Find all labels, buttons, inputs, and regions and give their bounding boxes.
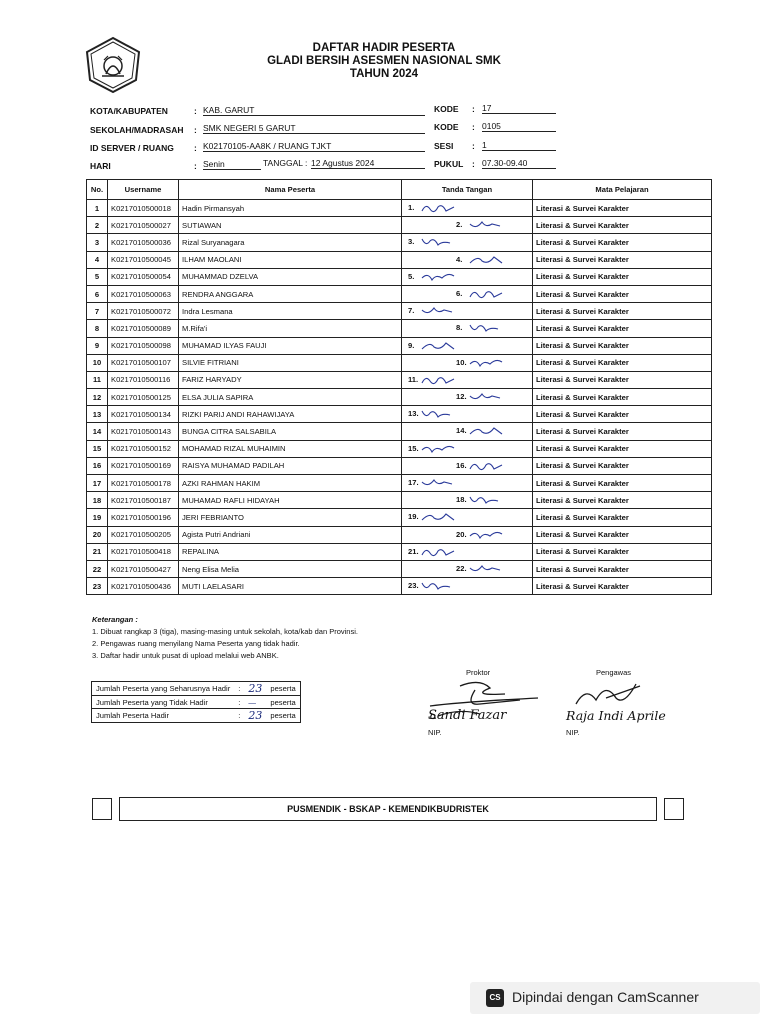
cell-username: K0217010500054 [108, 268, 179, 285]
cell-no: 16 [87, 457, 108, 474]
cell-mata-pelajaran: Literasi & Survei Karakter [533, 475, 712, 492]
cell-tanda-tangan [402, 492, 533, 509]
cell-mata-pelajaran: Literasi & Survei Karakter [533, 578, 712, 595]
kode2-value: 0105 [482, 121, 556, 132]
cell-tanda-tangan [402, 200, 533, 217]
signature-stroke [402, 509, 532, 525]
signature-stroke [402, 217, 532, 233]
cell-tanda-tangan [402, 371, 533, 388]
kota-colon: : [194, 106, 197, 116]
header-username: Username [108, 180, 179, 200]
cell-tanda-tangan [402, 543, 533, 560]
signature-stroke [402, 423, 532, 439]
header-nama: Nama Peserta [179, 180, 402, 200]
hari-label: HARI [90, 161, 111, 171]
table-row [87, 389, 712, 406]
camscanner-icon: CS [486, 989, 504, 1007]
cell-mata-pelajaran: Literasi & Survei Karakter [533, 457, 712, 474]
cell-nama: Rizal Suryanagara [179, 234, 402, 251]
table-row [87, 268, 712, 285]
signature-stroke [402, 338, 532, 354]
cell-mata-pelajaran: Literasi & Survei Karakter [533, 526, 712, 543]
cell-username: K0217010500072 [108, 303, 179, 320]
pengawas-name: Raja Indi Aprile [566, 708, 666, 723]
cell-mata-pelajaran: Literasi & Survei Karakter [533, 251, 712, 268]
notes [92, 614, 358, 662]
signature-number: 10. [456, 357, 467, 367]
summary-table [91, 681, 301, 723]
pukul-value: 07.30-09.40 [482, 158, 556, 169]
summary-row [92, 696, 301, 709]
server-label: ID SERVER / RUANG [90, 143, 174, 153]
signature-stroke [402, 492, 532, 508]
table-row [87, 234, 712, 251]
cell-username: K0217010500116 [108, 371, 179, 388]
cell-no: 8 [87, 320, 108, 337]
cell-mata-pelajaran: Literasi & Survei Karakter [533, 354, 712, 371]
cell-tanda-tangan [402, 268, 533, 285]
cell-username: K0217010500125 [108, 389, 179, 406]
cell-nama: JERI FEBRIANTO [179, 509, 402, 526]
table-row [87, 526, 712, 543]
cell-nama: BUNGA CITRA SALSABILA [179, 423, 402, 440]
cell-no: 22 [87, 560, 108, 577]
cell-no: 13 [87, 406, 108, 423]
cell-mata-pelajaran: Literasi & Survei Karakter [533, 389, 712, 406]
summary-value: 23 [244, 682, 266, 696]
cell-username: K0217010500427 [108, 560, 179, 577]
attendance-table [86, 179, 712, 595]
summary-colon: : [234, 696, 244, 709]
table-row [87, 440, 712, 457]
note-item: 1. Dibuat rangkap 3 (tiga), masing-masing untuk sekolah, kota/kab dan Provinsi. [92, 627, 358, 636]
cell-no: 18 [87, 492, 108, 509]
cell-mata-pelajaran: Literasi & Survei Karakter [533, 337, 712, 354]
signature-stroke [402, 544, 532, 560]
summary-label: Jumlah Peserta yang Tidak Hadir [92, 696, 235, 709]
signature-stroke [402, 234, 532, 250]
cell-username: K0217010500036 [108, 234, 179, 251]
cell-mata-pelajaran: Literasi & Survei Karakter [533, 440, 712, 457]
header-tanda-tangan: Tanda Tangan [402, 180, 533, 200]
cell-username: K0217010500063 [108, 285, 179, 302]
signature-number: 17. [408, 478, 419, 487]
signature-number: 21. [408, 546, 419, 556]
summary-row [92, 682, 301, 696]
proktor-label: Proktor [466, 668, 491, 677]
footer-left-box [92, 798, 112, 820]
summary-colon: : [234, 709, 244, 723]
cell-username: K0217010500418 [108, 543, 179, 560]
cell-mata-pelajaran: Literasi & Survei Karakter [533, 509, 712, 526]
cell-username: K0217010500098 [108, 337, 179, 354]
cell-username: K0217010500205 [108, 526, 179, 543]
cell-mata-pelajaran: Literasi & Survei Karakter [533, 423, 712, 440]
signature-stroke [402, 252, 532, 268]
summary-label: Jumlah Peserta yang Seharusnya Hadir [92, 682, 235, 696]
cell-mata-pelajaran: Literasi & Survei Karakter [533, 492, 712, 509]
signature-stroke [402, 303, 532, 319]
cell-nama: REPALINA [179, 543, 402, 560]
footer-right-box [664, 798, 684, 820]
summary-value: — [244, 696, 266, 709]
hari-value: Senin [203, 159, 261, 170]
cell-tanda-tangan [402, 251, 533, 268]
sesi-value: 1 [482, 140, 556, 151]
kode2-label: KODE [434, 122, 459, 132]
table-row [87, 406, 712, 423]
signature-stroke [402, 320, 532, 336]
pukul-colon: : [472, 159, 475, 169]
pengawas-label: Pengawas [596, 668, 632, 677]
cell-nama: RENDRA ANGGARA [179, 285, 402, 302]
cell-tanda-tangan [402, 526, 533, 543]
summary-unit: peserta [266, 696, 300, 709]
signature-number: 16. [456, 460, 467, 470]
cell-nama: ILHAM MAOLANI [179, 251, 402, 268]
cell-no: 23 [87, 578, 108, 595]
signature-stroke [402, 286, 532, 302]
sekolah-colon: : [194, 125, 197, 135]
cell-username: K0217010500089 [108, 320, 179, 337]
server-value: K02170105-AA8K / RUANG TJKT [203, 141, 425, 152]
table-row [87, 475, 712, 492]
title-line-2: GLADI BERSIH ASESMEN NASIONAL SMK [267, 55, 501, 67]
cell-mata-pelajaran: Literasi & Survei Karakter [533, 543, 712, 560]
cell-nama: SILVIE FITRIANI [179, 354, 402, 371]
signature-number: 19. [408, 512, 419, 522]
cell-tanda-tangan [402, 217, 533, 234]
cell-mata-pelajaran: Literasi & Survei Karakter [533, 234, 712, 251]
cell-no: 11 [87, 371, 108, 388]
summary-row [92, 709, 301, 723]
signature-number: 22. [456, 563, 467, 573]
cell-no: 12 [87, 389, 108, 406]
cell-nama: Neng Elisa Melia [179, 560, 402, 577]
summary-label: Jumlah Peserta Hadir [92, 709, 235, 723]
table-row [87, 371, 712, 388]
cell-mata-pelajaran: Literasi & Survei Karakter [533, 371, 712, 388]
cell-nama: M.Rifa'i [179, 320, 402, 337]
sekolah-label: SEKOLAH/MADRASAH [90, 125, 184, 135]
cell-tanda-tangan [402, 234, 533, 251]
cell-username: K0217010500027 [108, 217, 179, 234]
cell-no: 10 [87, 354, 108, 371]
nip-label-pengawas: NIP. [566, 728, 580, 737]
cell-tanda-tangan [402, 475, 533, 492]
signature-stroke [402, 561, 532, 577]
cell-no: 7 [87, 303, 108, 320]
cell-no: 15 [87, 440, 108, 457]
signature-stroke [402, 475, 532, 491]
cell-no: 5 [87, 268, 108, 285]
table-row [87, 200, 712, 217]
server-colon: : [194, 143, 197, 153]
cell-nama: FARIZ HARYADY [179, 371, 402, 388]
summary-colon: : [234, 682, 244, 696]
title-line-3: TAHUN 2024 [349, 68, 419, 80]
cell-username: K0217010500143 [108, 423, 179, 440]
cell-mata-pelajaran: Literasi & Survei Karakter [533, 320, 712, 337]
cell-username: K0217010500152 [108, 440, 179, 457]
table-row [87, 251, 712, 268]
summary-value: 23 [244, 709, 266, 723]
cell-username: K0217010500169 [108, 457, 179, 474]
table-row [87, 560, 712, 577]
cell-nama: Indra Lesmana [179, 303, 402, 320]
cell-tanda-tangan [402, 389, 533, 406]
table-row [87, 492, 712, 509]
table-body [87, 200, 712, 595]
cell-mata-pelajaran: Literasi & Survei Karakter [533, 560, 712, 577]
cell-tanda-tangan [402, 406, 533, 423]
table-row [87, 509, 712, 526]
cell-no: 9 [87, 337, 108, 354]
notes-title: Keterangan : [92, 615, 138, 624]
cell-nama: MUTI LAELASARI [179, 578, 402, 595]
summary-unit: peserta [266, 709, 300, 723]
cell-tanda-tangan [402, 320, 533, 337]
note-item: 3. Daftar hadir untuk pusat di upload melalui web ANBK. [92, 651, 279, 660]
cell-mata-pelajaran: Literasi & Survei Karakter [533, 406, 712, 423]
note-item: 2. Pengawas ruang menyilang Nama Peserta yang tidak hadir. [92, 639, 300, 648]
table-row [87, 578, 712, 595]
signature-number: 20. [456, 529, 467, 539]
cell-username: K0217010500107 [108, 354, 179, 371]
cell-no: 6 [87, 285, 108, 302]
signature-number: 7. [408, 306, 415, 316]
sesi-colon: : [472, 141, 475, 151]
cell-tanda-tangan [402, 285, 533, 302]
signature-number: 9. [408, 340, 415, 350]
table-row [87, 543, 712, 560]
cell-tanda-tangan [402, 354, 533, 371]
cell-mata-pelajaran: Literasi & Survei Karakter [533, 268, 712, 285]
table-row [87, 303, 712, 320]
cell-no: 21 [87, 543, 108, 560]
signature-stroke [402, 441, 532, 457]
cell-nama: ELSA JULIA SAPIRA [179, 389, 402, 406]
cell-no: 4 [87, 251, 108, 268]
camscanner-text: Dipindai dengan CamScanner [512, 989, 699, 1005]
signature-stroke [402, 389, 532, 405]
nip-label-proktor: NIP. [428, 728, 442, 737]
title-line-1: DAFTAR HADIR PESERTA [312, 42, 456, 54]
cell-nama: Agista Putri Andriani [179, 526, 402, 543]
cell-nama: Hadin Pirmansyah [179, 200, 402, 217]
cell-username: K0217010500134 [108, 406, 179, 423]
signature-stroke [402, 458, 532, 474]
cell-username: K0217010500196 [108, 509, 179, 526]
signature-number: 12. [456, 392, 467, 402]
table-row [87, 337, 712, 354]
signature-number: 23. [408, 581, 419, 591]
header-no: No. [87, 180, 108, 200]
sekolah-value: SMK NEGERI 5 GARUT [203, 123, 425, 134]
cell-no: 3 [87, 234, 108, 251]
pukul-label: PUKUL [434, 159, 464, 169]
kode1-label: KODE [434, 104, 459, 114]
cell-no: 20 [87, 526, 108, 543]
cell-tanda-tangan [402, 423, 533, 440]
sesi-label: SESI [434, 141, 454, 151]
signature-number: 13. [408, 409, 419, 419]
signature-number: 6. [456, 288, 463, 298]
document-title [0, 42, 768, 81]
signature-stroke [402, 578, 532, 594]
cell-no: 14 [87, 423, 108, 440]
signature-number: 11. [408, 374, 419, 384]
signature-stroke [402, 406, 532, 422]
signature-number: 5. [408, 271, 415, 281]
header-mata-pelajaran: Mata Pelajaran [533, 180, 712, 200]
footer-banner: PUSMENDIK - BSKAP - KEMENDIKBUDRISTEK [119, 797, 657, 821]
cell-no: 1 [87, 200, 108, 217]
tanggal-label: TANGGAL : [263, 158, 308, 168]
signature-number: 2. [456, 220, 463, 230]
signature-stroke [402, 527, 532, 543]
cell-mata-pelajaran: Literasi & Survei Karakter [533, 303, 712, 320]
signature-stroke [402, 269, 532, 285]
tanggal-value: 12 Agustus 2024 [311, 158, 425, 169]
cell-nama: RIZKI PARIJ ANDI RAHAWIJAYA [179, 406, 402, 423]
kode1-colon: : [472, 104, 475, 114]
cell-tanda-tangan [402, 509, 533, 526]
proktor-name: Sandi Fazar [428, 708, 507, 723]
table-row [87, 423, 712, 440]
cell-no: 17 [87, 475, 108, 492]
cell-tanda-tangan [402, 578, 533, 595]
kota-label: KOTA/KABUPATEN [90, 106, 168, 116]
signature-number: 14. [456, 426, 467, 436]
cell-nama: SUTIAWAN [179, 217, 402, 234]
table-row [87, 285, 712, 302]
signature-number: 15. [408, 443, 419, 453]
cell-tanda-tangan [402, 440, 533, 457]
hari-colon: : [194, 161, 197, 171]
summary-unit: peserta [266, 682, 300, 696]
signature-stroke [402, 200, 532, 216]
cell-nama: MOHAMAD RIZAL MUHAIMIN [179, 440, 402, 457]
cell-nama: MUHAMAD RAFLI HIDAYAH [179, 492, 402, 509]
cell-mata-pelajaran: Literasi & Survei Karakter [533, 285, 712, 302]
signature-number: 3. [408, 237, 415, 247]
cell-tanda-tangan [402, 303, 533, 320]
cell-nama: MUHAMAD ILYAS FAUJI [179, 337, 402, 354]
cell-mata-pelajaran: Literasi & Survei Karakter [533, 200, 712, 217]
cell-username: K0217010500187 [108, 492, 179, 509]
cell-tanda-tangan [402, 560, 533, 577]
table-row [87, 217, 712, 234]
cell-username: K0217010500045 [108, 251, 179, 268]
cell-mata-pelajaran: Literasi & Survei Karakter [533, 217, 712, 234]
cell-username: K0217010500436 [108, 578, 179, 595]
cell-no: 2 [87, 217, 108, 234]
kode1-value: 17 [482, 103, 556, 114]
table-row [87, 320, 712, 337]
table-header-row [87, 180, 712, 200]
cell-username: K0217010500178 [108, 475, 179, 492]
signature-stroke [402, 355, 532, 371]
cell-no: 19 [87, 509, 108, 526]
cell-nama: RAISYA MUHAMAD PADILAH [179, 457, 402, 474]
camscanner-watermark [470, 982, 760, 1014]
kota-value: KAB. GARUT [203, 105, 425, 116]
cell-tanda-tangan [402, 457, 533, 474]
signature-number: 8. [456, 323, 463, 333]
cell-username: K0217010500018 [108, 200, 179, 217]
cell-nama: MUHAMMAD DZELVA [179, 268, 402, 285]
kode2-colon: : [472, 122, 475, 132]
signature-number: 4. [456, 254, 463, 264]
signature-number: 18. [456, 495, 467, 505]
table-row [87, 354, 712, 371]
signature-stroke [402, 372, 532, 388]
cell-nama: AZKI RAHMAN HAKIM [179, 475, 402, 492]
table-row [87, 457, 712, 474]
signature-number: 1. [408, 203, 415, 212]
cell-tanda-tangan [402, 337, 533, 354]
